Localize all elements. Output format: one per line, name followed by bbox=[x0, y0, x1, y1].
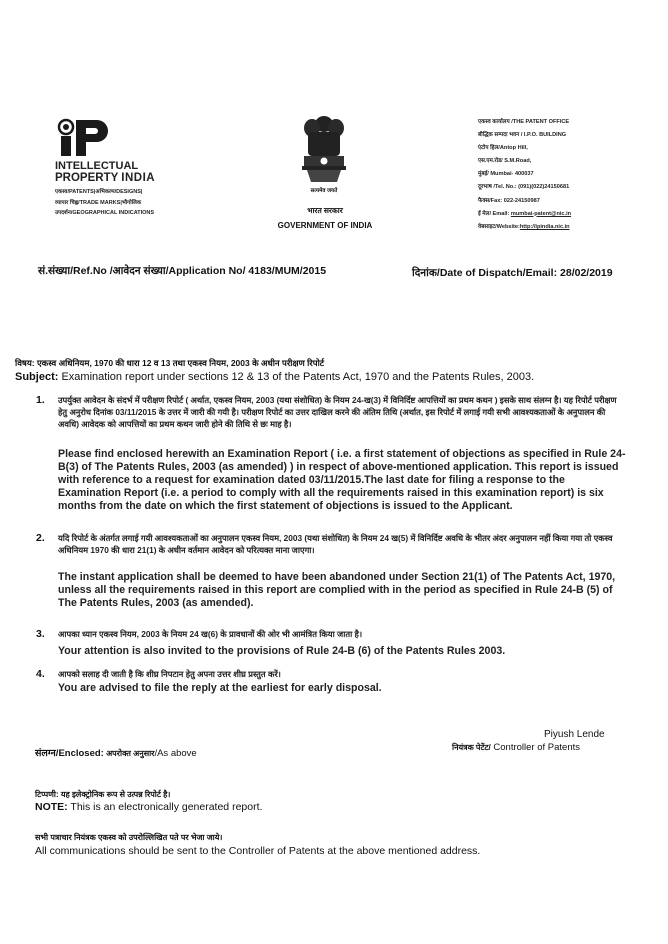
address-line: एस.एम.रोड/ S.M.Road, bbox=[478, 158, 532, 165]
ip-line2b: INDIA bbox=[121, 172, 156, 184]
ip-india-logo-icon bbox=[55, 118, 115, 156]
note-text: This is an electronically generated report. bbox=[67, 801, 263, 813]
paragraph-number: 2. bbox=[36, 532, 45, 544]
address-line: दूरभाष /Tel. No.: (091)(022)24150681 bbox=[478, 184, 570, 191]
note-english bbox=[35, 801, 262, 813]
national-emblem-icon bbox=[297, 112, 351, 186]
government-english: GOVERNMENT OF INDIA bbox=[277, 221, 373, 230]
ip-line2a: PROPERTY bbox=[55, 172, 119, 184]
website-link[interactable]: http://ipindia.nic.in bbox=[519, 223, 570, 230]
ip-sub-line: व्यापार चिह्न/TRADE MARKS|भौगोलिक bbox=[55, 199, 142, 206]
ip-line1: INTELLECTUAL bbox=[55, 160, 139, 172]
paragraph-number: 4. bbox=[36, 668, 45, 680]
communications-english: All communications should be sent to the Controller of Patents at the above mentioned address. bbox=[35, 845, 481, 857]
enclosed-label: संलग्न/Enclosed: bbox=[35, 748, 104, 759]
subject-label: Subject: bbox=[15, 371, 59, 383]
address-line: एकस्व कार्यालय /THE PATENT OFFICE bbox=[478, 119, 570, 125]
enclosed-line bbox=[35, 746, 197, 759]
signatory-designation bbox=[452, 742, 580, 753]
ip-line2 bbox=[55, 172, 155, 184]
enclosed-hindi: अपरोक्त अनुसार bbox=[103, 749, 155, 758]
email-line bbox=[478, 208, 571, 221]
ip-sub-line: उपदर्शन/GEOGRAPHICAL INDICATIONS bbox=[55, 210, 155, 216]
note-hindi: टिप्पणी: यह इलेक्ट्रोनिक रूप से उत्पन्न रिपोर्ट है। bbox=[35, 790, 171, 799]
paragraph-english: You are advised to file the reply at the earliest for early disposal. bbox=[58, 682, 382, 694]
reference-number: सं.संख्या/Ref.No /आवेदन संख्या/Application No/ 4183/MUM/2015 bbox=[38, 265, 327, 277]
subject-english bbox=[15, 371, 534, 383]
government-hindi: भारत सरकार bbox=[307, 206, 343, 215]
website-label: वेबसाइट/Website: bbox=[478, 223, 520, 230]
paragraph-english: Please find enclosed herewith an Examination Report ( i.e. a first statement of objections as specified in Rule 24-B(3) of The Patents Rules, 2003 (as amended) ) in respect of above-mentioned application. This report is issued with reference to a request for examination dated 03/11/2015.The last date for filing a response to the Examination Report (i.e. a period to comply with all the requirements raised in this examination report) is six months from the date on which the first statement of objections is issued to the Applicant. bbox=[58, 448, 626, 512]
office-address bbox=[478, 116, 571, 234]
enclosed-english: /As above bbox=[154, 748, 197, 759]
email-label: ई मेल/ Email: bbox=[478, 210, 510, 217]
communications-hindi: सभी पत्राचार नियंत्रक एकस्व को उपरोल्लिखित पते पर भेजा जाये। bbox=[35, 833, 223, 842]
ip-sub-line: एकस्व/PATENTS|अभिकल्प/DESIGNS| bbox=[55, 189, 143, 195]
paragraph-english: The instant application shall be deemed to have been abandoned under Section 21(1) of The Patents Act, 1970, unless all the requirements raised in this report are complied with in the period as specified in Rule 24-B (5) of The Patents Rules, 2003 (as amended). bbox=[58, 571, 616, 609]
paragraph-hindi: यदि रिपोर्ट के अंतर्गत लगाई गयी आवश्यकताओं का अनुपालन एकस्व नियम, 2003 (यथा संशोधित) के नियम 24 ख(5) में विनिर्दिष्ट अवधि के भीतर अंदर अनुपालन नहीं किया गया तो एकस्व अधिनियम 1970 की धारा 21(1) के अधीन वर्तमान आवेदन को परित्यक्त माना जाएगा। bbox=[58, 533, 613, 555]
address-line: मुंबई/ Mumbai- 400037 bbox=[478, 171, 534, 178]
address-line: एंटोप हिल/Antop Hill, bbox=[478, 145, 528, 152]
paragraph-number: 3. bbox=[36, 628, 45, 640]
emblem-motto: सत्यमेव जयते bbox=[310, 188, 338, 194]
website-line bbox=[478, 221, 571, 234]
email-link[interactable]: mumbai-patent@nic.in bbox=[510, 210, 572, 217]
paragraph-english: Your attention is also invited to the provisions of Rule 24-B (6) of the Patents Rules 2003. bbox=[58, 645, 506, 657]
paragraph-hindi: उपर्युक्त आवेदन के संदर्भ में परीक्षण रिपोर्ट ( अर्थात, एकस्व नियम, 2003 (यथा संशोधित) के नियम 24-ख(3) में विनिर्दिष्ट आपत्तियों का प्रथम कथन ) इसके साथ संलग्न है। यह रिपोर्ट परीक्षण हेतु अनुरोध दिनांक 03/11/2015 के उत्तर में जारी की गयी है। परीक्षण रिपोर्ट का उत्तर दाखिल करने की अंतिम तिथि (अर्थात, इस रिपोर्ट में लगाई गयी सभी आवश्यकताओं के अनुपालन की अवधि) आवेदक को आपत्तियों का प्रथम कथन जारी होने की तिथि से छः माह है। bbox=[58, 395, 617, 429]
paragraph-hindi: आपको सलाह दी जाती है कि शीघ्र निपटान हेतु अपना उत्तर शीघ्र प्रस्तुत करें। bbox=[58, 669, 281, 679]
paragraph-number: 1. bbox=[36, 394, 45, 406]
address-line: बौद्धिक सम्पदा भवन / I.P.O. BUILDING bbox=[478, 132, 567, 139]
designation-english: Controller of Patents bbox=[490, 742, 581, 753]
ip-india-wordmark bbox=[55, 160, 155, 184]
designation-hindi: नियंत्रक पेटेंट/ bbox=[452, 743, 491, 752]
address-line: फैक्स/Fax: 022-24150987 bbox=[478, 197, 540, 204]
ip-sub-labels bbox=[55, 187, 154, 219]
note-label: NOTE: bbox=[35, 801, 68, 813]
subject-text: Examination report under sections 12 & 13 of the Patents Act, 1970 and the Patents Rules, 2003. bbox=[58, 371, 535, 383]
subject-hindi: विषय: एकस्व अधिनियम, 1970 की धारा 12 व 13 तथा एकस्व नियम, 2003 के अधीन परीक्षण रिपोर्ट bbox=[15, 358, 325, 368]
paragraph-hindi: आपका ध्यान एकस्व नियम, 2003 के नियम 24 ख(6) के प्रावधानों की ओर भी आमंत्रित किया जाता है। bbox=[58, 629, 363, 639]
dispatch-date: दिनांक/Date of Dispatch/Email: 28/02/2019 bbox=[412, 267, 613, 279]
signatory-name: Piyush Lende bbox=[544, 729, 605, 740]
